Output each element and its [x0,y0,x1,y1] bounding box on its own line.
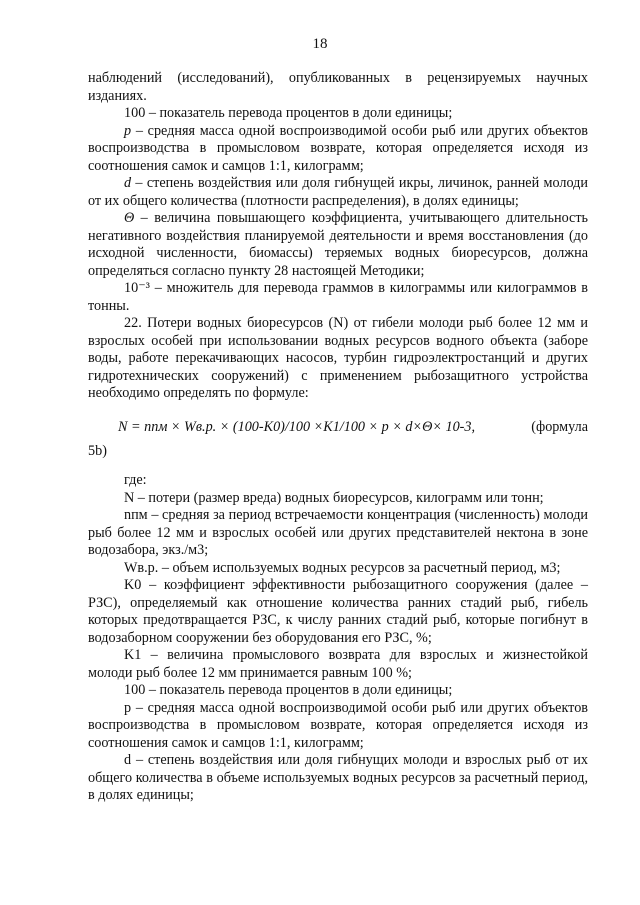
page-number: 18 [312,36,328,52]
paragraph-section-22: 22. Потери водных биоресурсов (N) от гибели молоди рыб более 12 мм и взрослых особей при использовании водных ресурсов водного объекта (заборе воды, работе перекачивающих насосов, турбин гидроэлектростанций и других гидротехнических сооружений) с применением рыбозащитного устройства необходимо определять по формуле: [88,315,588,401]
definition-W-vr: Wв.р. – объем используемых водных ресурсов за расчетный период, м3; [124,559,561,576]
paragraph-100-definition: 100 – показатель перевода процентов в доли единицы; [124,105,453,121]
p-definition-text: – средняя масса одной воспроизводимой особи рыб или других объектов воспроизводства в промысловом возврате, которая определяется исходя из соотношения самок и самцов 1:1, килограмм; [88,122,588,174]
definition-K1: K1 – величина промыслового возврата для взрослых и жизнестойкой молоди рыб более 12 мм принимается равным 100 %; [88,647,588,681]
d-definition-text: – степень воздействия или доля гибнущей икры, личинок, ранней молоди от их общего количества (плотности распределения), в долях единицы; [88,175,588,209]
definition-K0: K0 – коэффициент эффективности рыбозащитного сооружения (далее – РЗС), определяемый как отношение количества ранних стадий рыб, гибель которых предотвращается РЗС, к числу ранних стадий рыб, которые погибнут в водозаборном сооружении без оборудования его РЗС, %; [88,577,588,646]
page-content [88,70,588,805]
definition-d: d – степень воздействия или доля гибнущих молоди и взрослых рыб от их общего количества в объеме используемых водных ресурсов за расчетный период, в долях единицы; [88,752,588,803]
formula-5b [88,413,588,445]
paragraph-p-definition [88,123,588,176]
formula-number: 5b) [88,442,107,459]
where-label: где: [124,472,147,488]
theta-definition-text: – величина повышающего коэффициента, учитывающего длительность негативного воздействия планируемой деятельности и время восстановления (до исходной численности, биомассы) теряемых водных биоресурсов, должна определяться согласно пункту 28 настоящей Методики; [88,210,588,279]
symbol-d: d [124,175,132,191]
symbol-p: p [124,122,132,139]
symbol-theta: Θ [124,210,135,226]
paragraph-continuation: наблюдений (исследований), опубликованных в рецензируемых научных изданиях. [88,70,588,104]
definition-n-pm: nпм – средняя за период встречаемости концентрация (численность) молоди рыб более 12 мм и взрослых особей или других представителей нектона в зоне водозабора, экз./м3; [88,507,588,558]
definition-p: p – средняя масса одной воспроизводимой особи рыб или других объектов воспроизводства в промысловом возврате, которая определяется исходя из соотношения самок и самцов 1:1, килограмм; [88,699,588,751]
paragraph-multiplier: 10⁻³ – множитель для перевода граммов в килограммы или килограммов в тонны. [88,280,588,314]
definition-N: N – потери (размер вреда) водных биоресурсов, килограмм или тонн; [124,489,544,506]
definition-100: 100 – показатель перевода процентов в доли единицы; [124,682,453,698]
formula-expression: N = nпм × Wв.р. × (100-K0)/100 ×K1/100 × p × d×Θ× 10-3, [118,418,476,435]
paragraph-d-definition [88,175,588,210]
paragraph-theta-definition [88,210,588,280]
formula-label: (формула [531,418,588,435]
